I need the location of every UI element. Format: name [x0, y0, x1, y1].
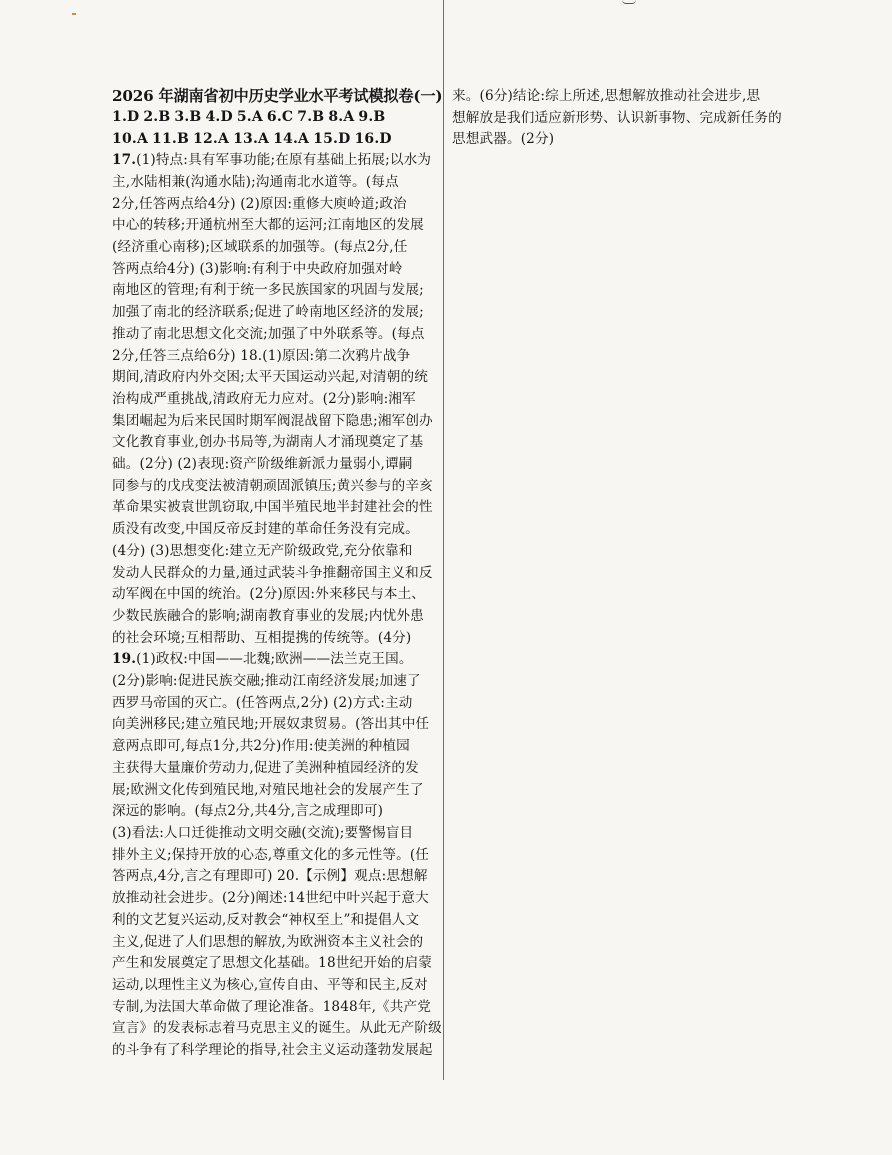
answer-item: 14.A — [273, 130, 310, 147]
line-text: 展;欧洲文化传到殖民地,对殖民地社会的发展产生了 — [112, 781, 424, 798]
text-line — [112, 845, 447, 867]
line-text: 加强了南北的经济联系;促进了岭南地区经济的发展; — [112, 304, 424, 321]
question-number: 19. — [112, 651, 137, 668]
answer-item: 12.A — [193, 130, 230, 147]
text-line — [112, 367, 447, 389]
line-text: 推动了南北思想文化交流;加强了中外联系等。(每点 — [112, 325, 425, 342]
text-line — [112, 432, 447, 454]
text-line — [112, 910, 447, 932]
line-text: 的社会环境;互相帮助、互相提携的传统等。(4分) — [112, 629, 412, 646]
answer-item: 10.A — [112, 130, 149, 147]
line-text: 答两点给4分) (3)影响:有利于中央政府加强对岭 — [112, 260, 403, 277]
line-text: 革命果实被袁世凯窃取,中国半殖民地半封建社会的性 — [112, 499, 433, 516]
answer-row-2 — [112, 129, 447, 151]
text-line — [112, 389, 447, 411]
line-text: 治构成严重挑战,清政府无力应对。(2分)影响:湘军 — [112, 390, 416, 407]
text-line — [112, 975, 447, 997]
line-text: 发动人民群众的力量,通过武装斗争推翻帝国主义和反 — [112, 564, 433, 581]
text-line — [112, 346, 447, 368]
line-text: 专制,为法国大革命做了理论准备。1848年,《共产党 — [112, 998, 432, 1015]
answer-item: 1.D — [112, 109, 140, 125]
text-line — [112, 280, 447, 302]
text-line — [112, 563, 447, 585]
line-text: (经济重心南移);区域联系的加强等。(每点2分,任 — [112, 239, 408, 255]
line-text: 少数民族融合的影响;湖南教育事业的发展;内忧外患 — [112, 607, 424, 624]
line-text: 向美洲移民;建立殖民地;开展奴隶贸易。(答出其中任 — [112, 716, 430, 733]
text-line — [112, 497, 447, 519]
scan-mark — [622, 0, 636, 4]
text-line — [112, 628, 447, 650]
text-line — [112, 302, 447, 324]
answer-item: 6.C — [266, 109, 294, 125]
line-text: 主义,促进了人们思想的解放,为欧洲资本主义社会的 — [112, 933, 424, 950]
text-line — [112, 953, 447, 975]
text-line — [112, 671, 447, 693]
left-column — [112, 86, 447, 1062]
text-line — [112, 411, 447, 433]
text-line — [112, 172, 447, 194]
line-text: 西罗马帝国的灭亡。(任答两点,2分) (2)方式:主动 — [112, 694, 413, 711]
line-text: 产生和发展奠定了思想文化基础。18世纪开始的启蒙 — [112, 955, 432, 972]
answer-row-1 — [112, 107, 447, 129]
text-line — [112, 801, 447, 823]
text-line: 来。(6分)结论:综上所述,思想解放推动社会进步,思 — [452, 88, 761, 104]
answer-item: 13.A — [233, 130, 270, 147]
text-line — [112, 259, 447, 281]
line-text: 2分,任答三点给6分) 18.(1)原因:第二次鸦片战争 — [112, 347, 411, 364]
answer-item: 15.D — [313, 130, 351, 147]
answer-item: 5.A — [236, 109, 263, 125]
line-text: 主获得大量廉价劳动力,促进了美洲种植园经济的发 — [112, 759, 419, 776]
text-line — [112, 541, 447, 563]
line-text: 质没有改变,中国反帝反封建的革命任务没有完成。 — [112, 521, 419, 538]
line-text: 期间,清政府内外交困;太平天国运动兴起,对清朝的统 — [112, 369, 429, 386]
text-line — [112, 649, 447, 671]
text-line — [112, 194, 447, 216]
text-line — [112, 454, 447, 476]
line-text: (4分) (3)思想变化:建立无产阶级政党,充分依靠和 — [112, 542, 413, 559]
text-line: 思想武器。(2分) — [452, 131, 555, 148]
line-text: (2分)影响:促进民族交融;推动江南经济发展;加速了 — [112, 673, 421, 690]
text-line — [112, 997, 447, 1019]
line-text: 主,水陆相兼(沟通水陆);沟通南北水道等。(每点 — [112, 173, 399, 190]
line-text: 利的文艺复兴运动,反对教会“神权至上”和提倡人文 — [112, 911, 420, 928]
text-line — [112, 714, 447, 736]
text-line — [112, 932, 447, 954]
answer-item: 7.B — [297, 109, 325, 125]
text-line — [112, 1040, 447, 1062]
line-text: 集团崛起为后来民国时期军阀混战留下隐患;湘军创办 — [112, 412, 433, 429]
text-line: 想解放是我们适应新形势、认识新事物、完成新任务的 — [452, 109, 782, 126]
line-text: 南地区的管理;有利于统一多民族国家的巩固与发展; — [112, 282, 424, 299]
line-text: (3)看法:人口迁徙推动文明交融(交流);要警惕盲目 — [112, 824, 414, 841]
line-text: 答两点,4分,言之有理即可) 20.【示例】观点:思想解 — [112, 868, 428, 885]
line-text: 础。(2分) (2)表现:资产阶级维新派力量弱小,谭嗣 — [112, 456, 413, 473]
right-answer-text — [452, 86, 782, 151]
text-line — [112, 324, 447, 346]
answer-item: 4.D — [205, 109, 233, 125]
line-text: 深远的影响。(每点2分,共4分,言之成理即可) — [112, 803, 384, 820]
line-text: 文化教育事业,创办书局等,为湖南人才涌现奠定了基 — [112, 434, 424, 451]
text-line — [112, 150, 447, 172]
line-text: (1)特点:具有军事功能;在原有基础上拓展;以水为 — [136, 152, 432, 169]
text-line — [112, 780, 447, 802]
question-number: 17. — [112, 152, 137, 169]
text-line — [112, 1018, 447, 1040]
line-text: 的斗争有了科学理论的指导,社会主义运动蓬勃发展起 — [112, 1042, 433, 1059]
line-text: 2分,任答两点给4分) (2)原因:重修大庾岭道;政治 — [112, 195, 407, 212]
line-text: 中心的转移;开通杭州至大都的运河;江南地区的发展 — [112, 217, 424, 234]
text-line — [112, 606, 447, 628]
text-line — [112, 237, 447, 259]
answer-item: 16.D — [354, 130, 392, 147]
line-text: 同参与的戊戌变法被清朝顽固派镇压;黄兴参与的辛亥 — [112, 477, 433, 494]
line-text: 动军阀在中国的统治。(2分)原因:外来移民与本土、 — [112, 586, 426, 603]
text-line — [112, 476, 447, 498]
line-text: 运动,以理性主义为核心,宣传自由、平等和民主,反对 — [112, 976, 428, 993]
answer-item: 2.B — [143, 109, 171, 125]
line-text: 放推动社会进步。(2分)阐述:14世纪中叶兴起于意大 — [112, 890, 429, 907]
line-text: 排外主义;保持开放的心态,尊重文化的多元性等。(任 — [112, 846, 430, 863]
answer-item: 11.B — [152, 130, 190, 147]
text-line — [112, 215, 447, 237]
text-line — [112, 519, 447, 541]
answer-item: 9.B — [358, 109, 386, 125]
answer-item: 8.A — [328, 109, 355, 125]
text-line — [112, 888, 447, 910]
right-column — [452, 86, 782, 151]
text-line — [112, 584, 447, 606]
text-line — [112, 693, 447, 715]
line-text: 宣言》的发表标志着马克思主义的诞生。从此无产阶级 — [112, 1020, 442, 1037]
line-text: (1)政权:中国——北魏;欧洲——法兰克王国。 — [136, 651, 413, 668]
document-title: 2026 年湖南省初中历史学业水平考试模拟卷(一) — [112, 87, 443, 105]
text-line — [112, 736, 447, 758]
text-line — [112, 758, 447, 780]
scan-speck — [72, 13, 76, 15]
text-line — [112, 823, 447, 845]
text-line — [112, 866, 447, 888]
answer-item: 3.B — [174, 109, 202, 125]
left-answer-text — [112, 150, 447, 1062]
line-text: 意两点即可,每点1分,共2分)作用:使美洲的种植园 — [112, 738, 410, 755]
